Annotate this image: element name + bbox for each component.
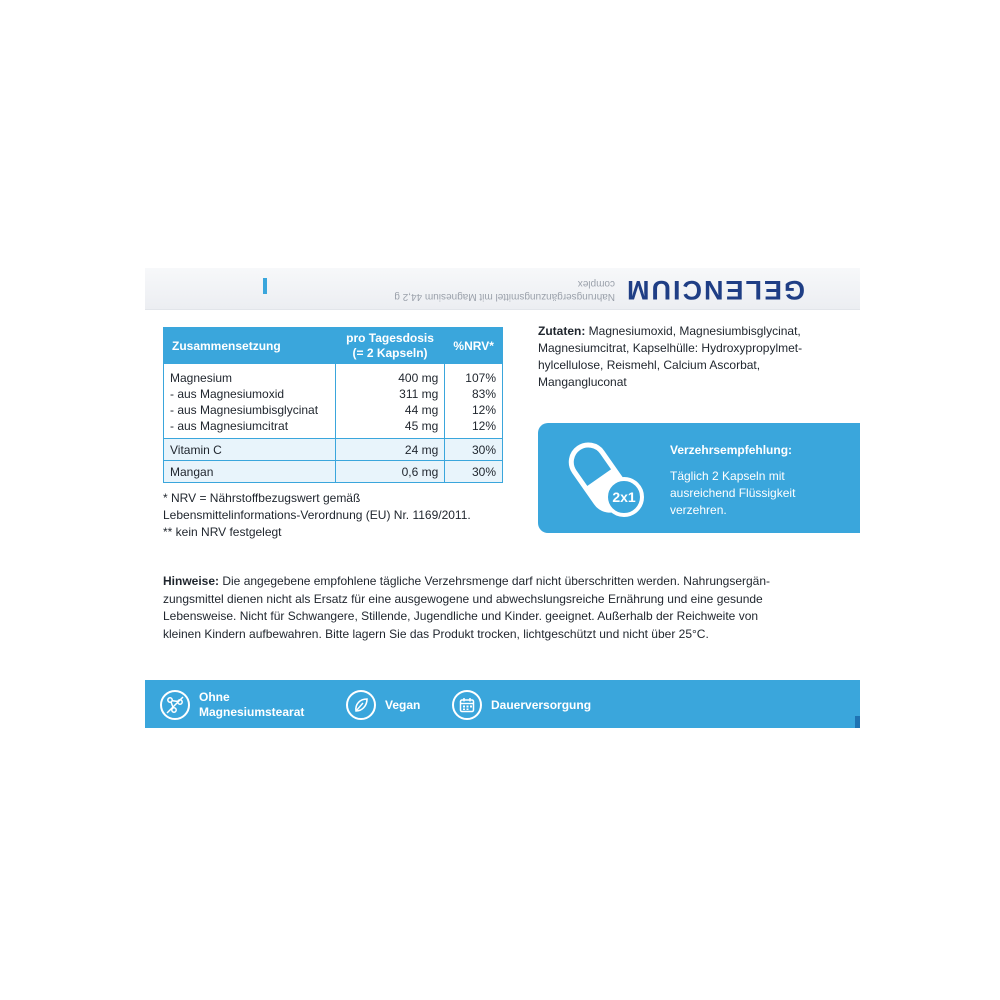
notes-text: Die angegebene empfohlene tägliche Verzehrsmenge darf nicht überschritten werden. Nahrungsergän- — [219, 574, 771, 588]
badge-vegan — [346, 688, 420, 722]
badge-ohne-magnesiumstearat — [160, 688, 304, 722]
header-daily-dose — [335, 328, 445, 364]
recommendation-text — [670, 468, 845, 519]
brand-logo: GELENCIUM — [625, 275, 805, 305]
nutrient-name: - aus Magnesiumbisglycinat — [170, 403, 319, 417]
nutrition-table — [163, 327, 503, 483]
badge-text: Vegan — [385, 697, 421, 712]
footnote-line: Lebensmittelinformations-Verordnung (EU) Nr. 1169/2011. — [163, 508, 471, 522]
ingredients-text: hylcellulose, Reismehl, Calcium Ascorbat, — [538, 358, 761, 372]
nutrient-nrv: 107% — [465, 371, 496, 385]
badge-line: Magnesiumstearat — [199, 705, 305, 719]
nutrient-nrv: 30% — [445, 461, 503, 483]
recommendation-line: verzehren. — [670, 503, 727, 517]
nutrient-amount: 24 mg — [335, 439, 445, 461]
magnesium-names — [164, 364, 336, 439]
badge-line: Ohne — [199, 690, 230, 704]
nutrient-nrv: 12% — [471, 419, 496, 433]
notes — [163, 573, 843, 643]
ingredients-text: Mangangluconat — [538, 375, 627, 389]
footnotes — [163, 490, 471, 541]
nutrient-name: - aus Magnesiumoxid — [170, 387, 285, 401]
footnote-line: ** kein NRV festgelegt — [163, 525, 282, 539]
badge-text — [199, 690, 304, 720]
header-nrv: %NRV* — [445, 328, 503, 364]
recommendation-line: ausreichend Flüssigkeit — [670, 486, 796, 500]
nutrient-name: Mangan — [164, 461, 336, 483]
ingredients-text: Magnesiumcitrat, Kapselhülle: Hydroxypropylmet- — [538, 341, 803, 355]
nutrient-amount: 44 mg — [404, 403, 439, 417]
magnesium-amounts — [335, 364, 445, 439]
nutrient-name: - aus Magnesiumcitrat — [170, 419, 289, 433]
table-row-vitamin-c — [164, 439, 503, 461]
table-header-row — [164, 328, 503, 364]
recommendation-title: Verzehrsempfehlung: — [670, 443, 793, 457]
table-row-magnesium — [164, 364, 503, 439]
ingredients-text: Magnesiumoxid, Magnesiumbisglycinat, — [585, 324, 801, 338]
dosage-badge: 2x1 — [612, 489, 636, 505]
badge-dauerversorgung — [452, 688, 591, 722]
nutrient-amount: 0,6 mg — [335, 461, 445, 483]
leaf-icon — [346, 690, 376, 720]
nutrient-name: Vitamin C — [164, 439, 336, 461]
capsule-icon — [560, 435, 650, 523]
header-composition: Zusammensetzung — [164, 328, 336, 364]
notes-text: kleinen Kindern aufbewahren. Bitte lagern Sie das Produkt trocken, lichtgeschützt und nicht über 25°C. — [163, 626, 709, 641]
recommendation-box — [538, 423, 860, 533]
magnesium-nrv — [445, 364, 503, 439]
band-edge — [855, 716, 860, 728]
header-daily-dose-line1: pro Tagesdosis — [346, 330, 434, 345]
nutrient-name: Magnesium — [170, 371, 233, 385]
badge-text: Dauerversorgung — [491, 697, 592, 712]
nutrient-amount: 311 mg — [399, 387, 439, 401]
recommendation-line: Täglich 2 Kapseln mit — [670, 469, 785, 483]
nutrient-nrv: 30% — [445, 439, 503, 461]
flap-faint-line-2: complex — [577, 278, 615, 289]
notes-label: Hinweise: — [163, 574, 220, 588]
nutrient-amount: 45 mg — [404, 419, 439, 433]
ingredients — [538, 323, 858, 391]
calendar-icon — [452, 690, 482, 720]
flap-faint-text — [285, 277, 615, 303]
notes-text: zungsmittel dienen nicht als Ersatz für eine ausgewogene und abwechslungsreiche Ernährung und eine gesunde — [163, 591, 763, 606]
flap-marker — [263, 278, 267, 294]
footnote-line: * NRV = Nährstoffbezugswert gemäß — [163, 491, 361, 505]
nutrient-amount: 400 mg — [398, 371, 439, 385]
nutrient-nrv: 12% — [471, 403, 496, 417]
table-row-mangan — [164, 461, 503, 483]
molecule-icon — [160, 690, 190, 720]
header-daily-dose-line2: (= 2 Kapseln) — [352, 345, 428, 360]
ingredients-label: Zutaten: — [538, 324, 586, 338]
notes-text: Lebensweise. Nicht für Schwangere, Stillende, Jugendliche und Kinder. geeignet. Außerhalb der Reichweite von — [163, 609, 759, 623]
nutrient-nrv: 83% — [471, 387, 496, 401]
flap-faint-line-1: Nahrungsergänzungsmittel mit Magnesium 44,2 g — [394, 291, 615, 302]
